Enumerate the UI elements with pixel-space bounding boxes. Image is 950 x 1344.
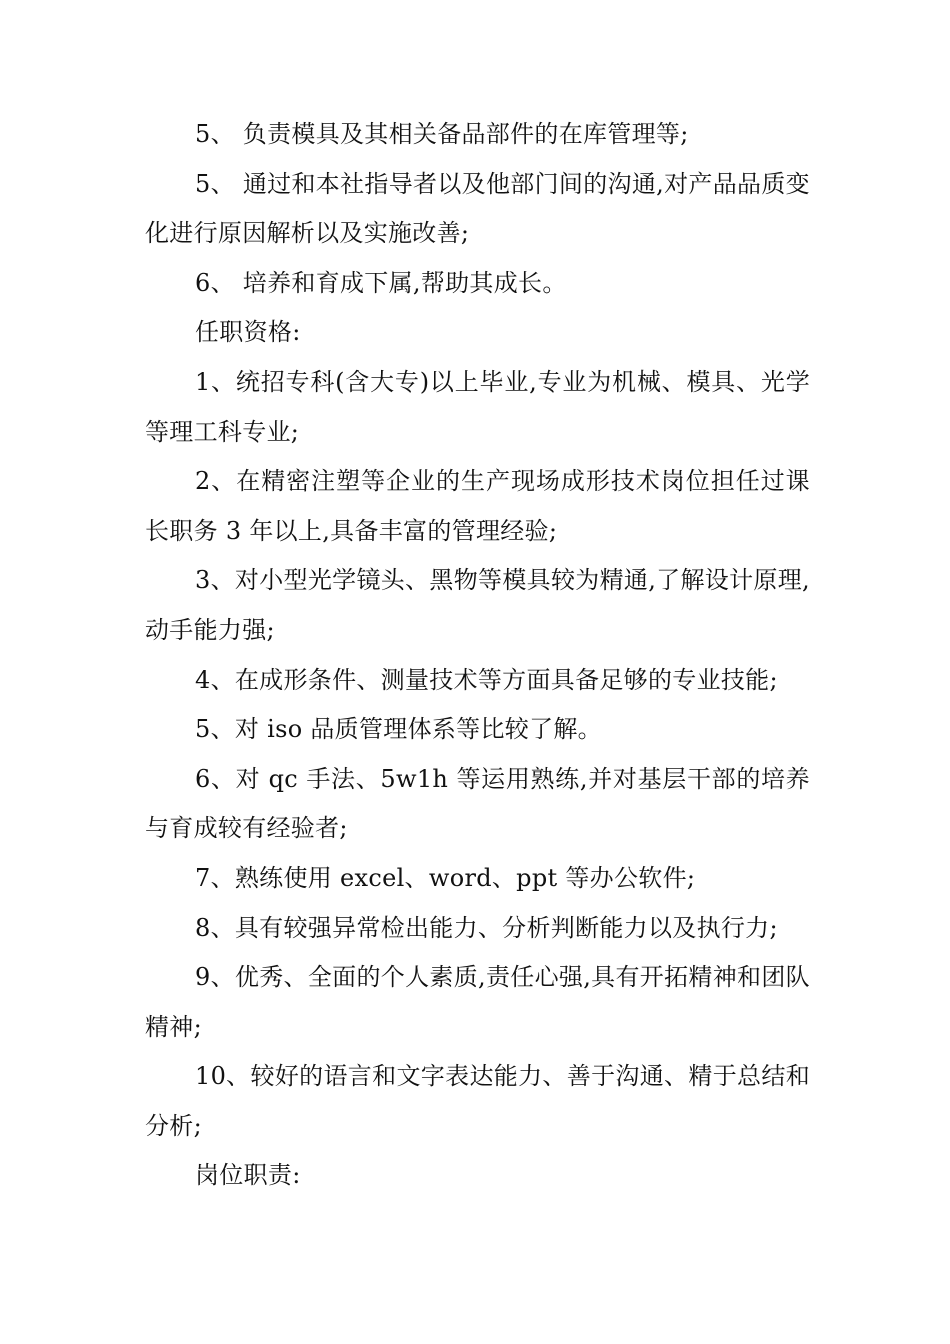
section-heading-responsibilities: 岗位职责: — [195, 1161, 301, 1190]
paragraph-qualification-experience: 2、在精密注塑等企业的生产现场成形技术岗位担任过课长职务 3 年以上,具备丰富的管理经验; — [145, 467, 810, 545]
paragraph-qualification-office-software: 7、熟练使用 excel、word、ppt 等办公软件; — [195, 863, 696, 892]
paragraph-qualification-communication: 10、较好的语言和文字表达能力、善于沟通、精于总结和分析; — [145, 1062, 810, 1140]
document-body — [145, 110, 810, 1201]
paragraph-duty-subordinate-training: 6、 培养和育成下属,帮助其成长。 — [195, 268, 567, 297]
paragraph-qualification-qc-methods: 6、对 qc 手法、5w1h 等运用熟练,并对基层干部的培养与育成较有经验者; — [145, 764, 810, 843]
paragraph-duty-inventory: 5、 负责模具及其相关备品部件的在库管理等; — [195, 120, 689, 148]
paragraph-qualification-iso: 5、对 iso 品质管理体系等比较了解。 — [195, 715, 602, 744]
paragraph-duty-quality-analysis: 5、 通过和本社指导者以及他部门间的沟通,对产品品质变化进行原因解析以及实施改善; — [145, 169, 810, 248]
paragraph-qualification-personal-quality: 9、优秀、全面的个人素质,责任心强,具有开拓精神和团队精神; — [145, 963, 810, 1041]
paragraph-qualification-education: 1、统招专科(含大专)以上毕业,专业为机械、模具、光学等理工科专业; — [145, 367, 810, 446]
section-heading-qualifications: 任职资格: — [195, 318, 301, 347]
paragraph-qualification-analysis-ability: 8、具有较强异常检出能力、分析判断能力以及执行力; — [195, 913, 778, 942]
paragraph-qualification-mold-knowledge: 3、对小型光学镜头、黑物等模具较为精通,了解设计原理,动手能力强; — [145, 566, 810, 644]
paragraph-qualification-technical-skills: 4、在成形条件、测量技术等方面具备足够的专业技能; — [195, 665, 778, 694]
